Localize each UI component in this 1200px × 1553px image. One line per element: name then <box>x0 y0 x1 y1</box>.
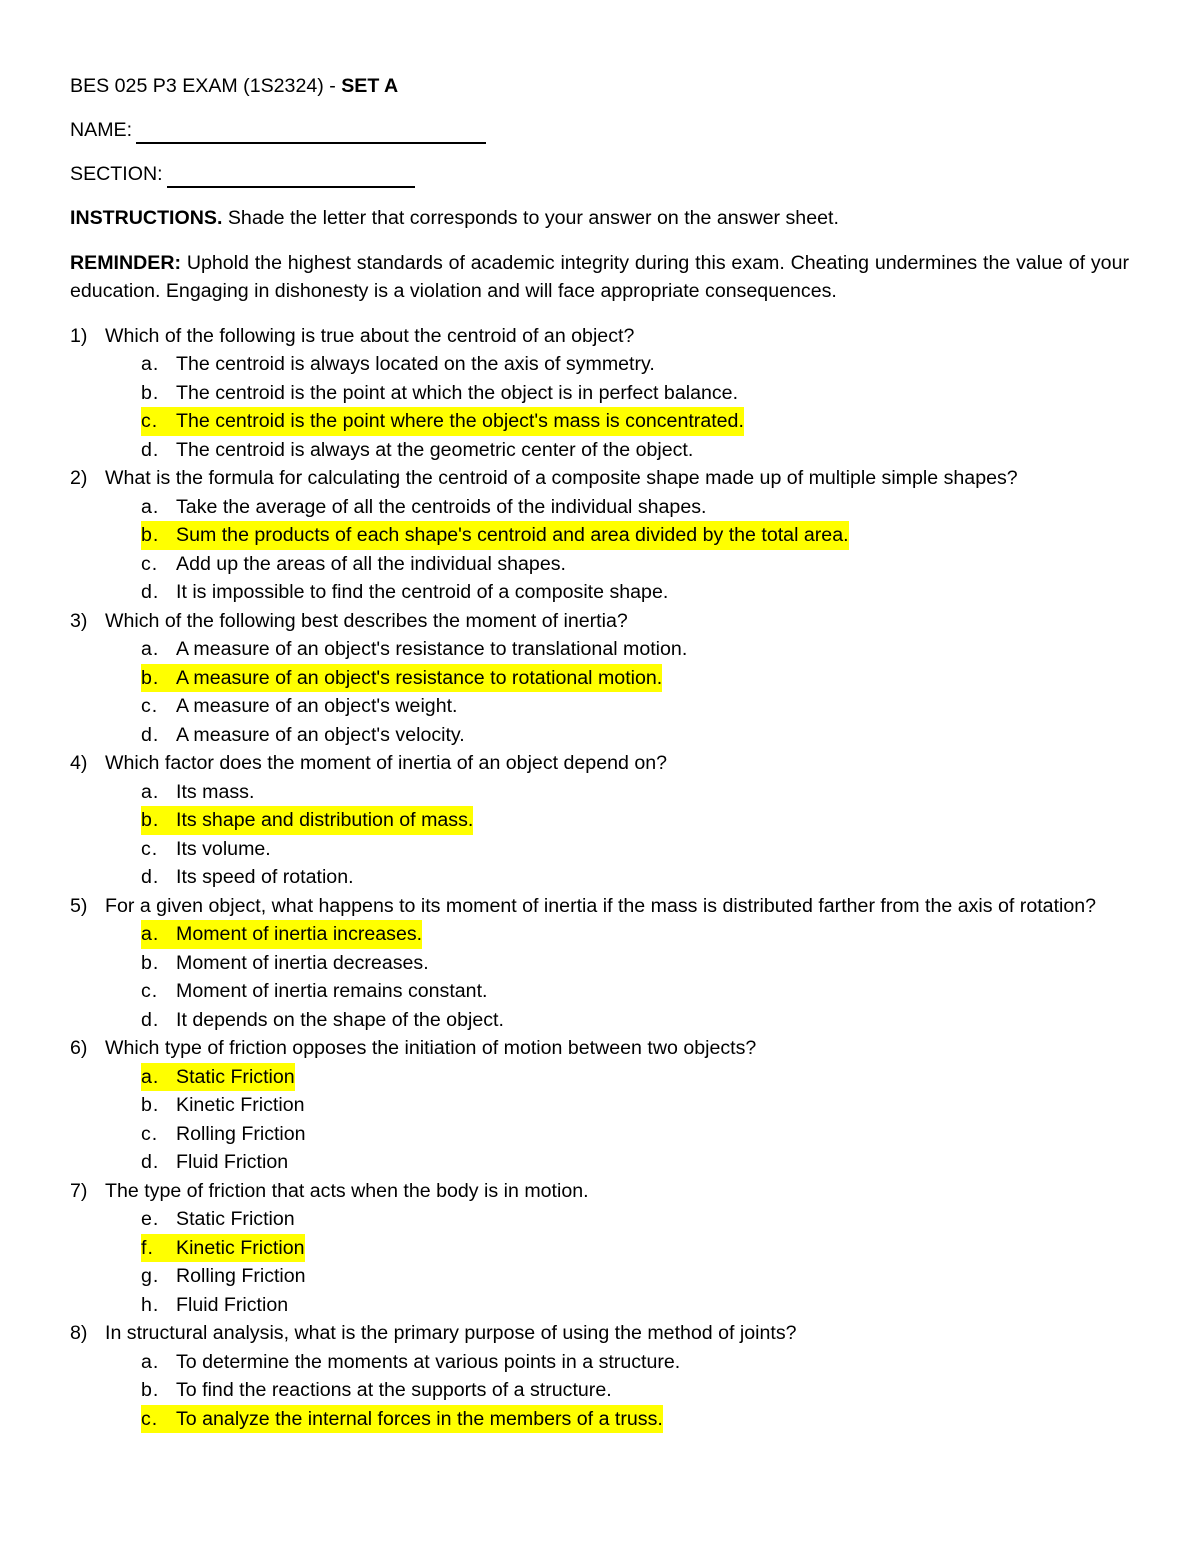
question-number: 3) <box>70 609 88 632</box>
exam-set-label: SET A <box>341 75 399 97</box>
instructions-text: Shade the letter that corresponds to your answer on the answer sheet. <box>222 207 839 229</box>
option-content <box>141 1376 612 1405</box>
option-text: To determine the moments at various points in a structure. <box>176 1350 681 1373</box>
option-list <box>70 1205 1129 1319</box>
question-text: Which type of friction opposes the initiation of motion between two objects? <box>105 1037 757 1059</box>
option-content <box>141 1291 288 1320</box>
option-content <box>141 863 354 892</box>
option-letter: a. <box>141 495 160 518</box>
option-content <box>141 1262 306 1291</box>
option-letter: c. <box>141 980 159 1002</box>
question-stem <box>70 607 1129 636</box>
answer-option <box>70 692 1129 721</box>
option-text: Moment of inertia decreases. <box>176 951 429 974</box>
answer-option-highlighted <box>70 920 1129 949</box>
option-text: Fluid Friction <box>176 1151 289 1173</box>
option-text: The centroid is always at the geometric center of the object. <box>176 438 694 461</box>
question-number: 5) <box>70 894 88 917</box>
question-stem <box>70 749 1129 778</box>
option-letter: c. <box>141 695 159 717</box>
option-list <box>70 1063 1129 1177</box>
option-letter: b. <box>141 1094 160 1116</box>
option-letter: b. <box>141 666 160 689</box>
option-letter: a. <box>141 1350 160 1373</box>
answer-option-highlighted <box>70 806 1129 835</box>
section-blank-line <box>167 166 415 188</box>
question-number: 8) <box>70 1322 88 1344</box>
question-text: Which of the following is true about the centroid of an object? <box>105 324 635 347</box>
option-letter: d. <box>141 866 160 888</box>
option-text: The centroid is always located on the axis of symmetry. <box>176 353 655 375</box>
option-content <box>141 977 487 1006</box>
question-stem <box>70 322 1129 351</box>
question-item <box>70 607 1129 750</box>
answer-option <box>70 635 1129 664</box>
question-number: 4) <box>70 752 88 774</box>
answer-option <box>70 977 1129 1006</box>
question-stem <box>70 464 1129 493</box>
answer-option-highlighted <box>70 1063 1129 1092</box>
option-content <box>141 407 744 436</box>
answer-option <box>70 835 1129 864</box>
option-text: Rolling Friction <box>176 1265 306 1287</box>
option-text: It is impossible to find the centroid of a composite shape. <box>176 581 669 603</box>
option-letter: b. <box>141 381 160 404</box>
instructions-paragraph <box>70 204 1129 233</box>
option-content <box>141 721 465 750</box>
question-item <box>70 1177 1129 1320</box>
option-text: Take the average of all the centroids of the individual shapes. <box>176 495 707 518</box>
answer-option <box>70 863 1129 892</box>
option-content <box>141 1234 305 1263</box>
option-content <box>141 920 422 949</box>
option-content <box>141 1063 295 1092</box>
option-letter: a. <box>141 638 160 660</box>
question-stem <box>70 1034 1129 1063</box>
question-stem <box>70 1319 1129 1348</box>
option-text: Add up the areas of all the individual shapes. <box>176 552 566 575</box>
option-text: Its speed of rotation. <box>176 866 354 888</box>
option-text: Moment of inertia remains constant. <box>176 980 488 1002</box>
question-number: 7) <box>70 1179 88 1202</box>
instructions-lead: INSTRUCTIONS. <box>70 207 223 229</box>
answer-option-highlighted <box>70 1405 1129 1434</box>
question-item <box>70 749 1129 892</box>
option-letter: c. <box>141 1407 159 1430</box>
option-text: Sum the products of each shape's centroid and area divided by the total area. <box>176 524 849 546</box>
option-content <box>141 521 849 550</box>
option-content <box>141 1006 504 1035</box>
option-letter: g. <box>141 1265 160 1287</box>
option-letter: b. <box>141 1379 160 1401</box>
option-content <box>141 493 706 522</box>
question-item <box>70 322 1129 465</box>
answer-option <box>70 1348 1129 1377</box>
option-text: To analyze the internal forces in the members of a truss. <box>176 1407 663 1430</box>
answer-option-highlighted <box>70 407 1129 436</box>
question-number: 6) <box>70 1037 88 1059</box>
option-letter: e. <box>141 1208 160 1230</box>
option-letter: d. <box>141 438 160 461</box>
exam-title-text: BES 025 P3 EXAM (1S2324) - <box>70 75 342 97</box>
option-text: The centroid is the point where the object's mass is concentrated. <box>176 410 744 432</box>
option-content <box>141 578 668 607</box>
option-text: The centroid is the point at which the object is in perfect balance. <box>176 381 739 404</box>
answer-option <box>70 778 1129 807</box>
option-letter: d. <box>141 1008 160 1031</box>
option-list <box>70 493 1129 607</box>
question-text: Which factor does the moment of inertia of an object depend on? <box>105 752 668 774</box>
option-text: It depends on the shape of the object. <box>176 1008 504 1031</box>
option-list <box>70 778 1129 892</box>
option-text: Its shape and distribution of mass. <box>176 809 474 831</box>
option-letter: b. <box>141 524 160 546</box>
option-content <box>141 778 254 807</box>
option-content <box>141 664 662 693</box>
answer-option-highlighted <box>70 1234 1129 1263</box>
option-content <box>141 1348 680 1377</box>
question-item <box>70 892 1129 1035</box>
option-list <box>70 350 1129 464</box>
option-text: Static Friction <box>176 1208 295 1230</box>
option-text: To find the reactions at the supports of a structure. <box>176 1379 612 1401</box>
question-item <box>70 1034 1129 1177</box>
option-content <box>141 350 655 379</box>
question-stem <box>70 892 1129 921</box>
option-content <box>141 692 457 721</box>
answer-option <box>70 1376 1129 1405</box>
answer-option <box>70 721 1129 750</box>
section-field <box>70 160 1129 188</box>
option-content <box>141 635 687 664</box>
option-letter: d. <box>141 723 160 746</box>
option-content <box>141 1148 288 1177</box>
question-text: In structural analysis, what is the primary purpose of using the method of joints? <box>105 1322 797 1344</box>
option-content <box>141 949 429 978</box>
option-content <box>141 1405 663 1434</box>
section-label: SECTION: <box>70 163 163 185</box>
answer-option <box>70 578 1129 607</box>
answer-option <box>70 1091 1129 1120</box>
question-item <box>70 464 1129 607</box>
option-content <box>141 1091 305 1120</box>
option-letter: c. <box>141 410 159 432</box>
option-text: Its volume. <box>176 837 271 860</box>
answer-option <box>70 1006 1129 1035</box>
option-text: Kinetic Friction <box>176 1236 305 1259</box>
exam-title <box>70 72 1129 100</box>
answer-option <box>70 550 1129 579</box>
answer-option <box>70 1148 1129 1177</box>
question-text: The type of friction that acts when the body is in motion. <box>105 1179 589 1202</box>
option-letter: c. <box>141 837 159 860</box>
question-stem <box>70 1177 1129 1206</box>
option-letter: h. <box>141 1293 160 1316</box>
option-text: Moment of inertia increases. <box>176 923 423 945</box>
option-content <box>141 550 566 579</box>
question-number: 1) <box>70 324 88 347</box>
answer-option <box>70 379 1129 408</box>
option-letter: c. <box>141 552 159 575</box>
option-text: Rolling Friction <box>176 1122 306 1145</box>
answer-option <box>70 1262 1129 1291</box>
answer-option-highlighted <box>70 664 1129 693</box>
question-text: For a given object, what happens to its moment of inertia if the mass is distributed farther from the axis of rotation? <box>105 894 1097 917</box>
option-letter: b. <box>141 809 160 831</box>
answer-option <box>70 1205 1129 1234</box>
option-list <box>70 920 1129 1034</box>
answer-option-highlighted <box>70 521 1129 550</box>
option-content <box>141 806 473 835</box>
question-text: Which of the following best describes the moment of inertia? <box>105 609 628 632</box>
option-letter: a. <box>141 923 160 945</box>
option-letter: d. <box>141 1151 160 1173</box>
option-text: Its mass. <box>176 780 255 803</box>
name-field <box>70 116 1129 144</box>
question-text: What is the formula for calculating the centroid of a composite shape made up of multiple simple shapes? <box>105 467 1018 489</box>
option-text: A measure of an object's weight. <box>176 695 458 717</box>
answer-option <box>70 436 1129 465</box>
option-letter: f. <box>141 1236 154 1259</box>
answer-option <box>70 949 1129 978</box>
question-number: 2) <box>70 467 88 489</box>
option-text: A measure of an object's resistance to rotational motion. <box>176 666 663 689</box>
reminder-paragraph <box>70 249 1129 306</box>
reminder-lead: REMINDER: <box>70 251 182 274</box>
option-text: A measure of an object's resistance to translational motion. <box>176 638 688 660</box>
reminder-text: Uphold the highest standards of academic integrity during this exam. Cheating undermines the value of your education. Engaging in dishonesty is a violation and will face appropriate consequences. <box>70 251 1129 302</box>
question-item <box>70 1319 1129 1433</box>
option-text: Kinetic Friction <box>176 1094 305 1116</box>
option-content <box>141 436 693 465</box>
option-letter: c. <box>141 1122 159 1145</box>
option-letter: b. <box>141 951 160 974</box>
question-list <box>70 322 1129 1434</box>
name-label: NAME: <box>70 119 133 141</box>
option-text: Fluid Friction <box>176 1293 289 1316</box>
option-content <box>141 379 738 408</box>
answer-option <box>70 493 1129 522</box>
option-list <box>70 635 1129 749</box>
option-text: A measure of an object's velocity. <box>176 723 465 746</box>
answer-option <box>70 1291 1129 1320</box>
answer-option <box>70 350 1129 379</box>
option-content <box>141 1205 295 1234</box>
option-letter: a. <box>141 1065 160 1088</box>
option-letter: a. <box>141 780 160 803</box>
answer-option <box>70 1120 1129 1149</box>
name-blank-line <box>136 122 486 144</box>
option-letter: d. <box>141 581 160 603</box>
option-list <box>70 1348 1129 1434</box>
option-letter: a. <box>141 353 160 375</box>
option-content <box>141 835 271 864</box>
option-text: Static Friction <box>176 1065 295 1088</box>
option-content <box>141 1120 306 1149</box>
